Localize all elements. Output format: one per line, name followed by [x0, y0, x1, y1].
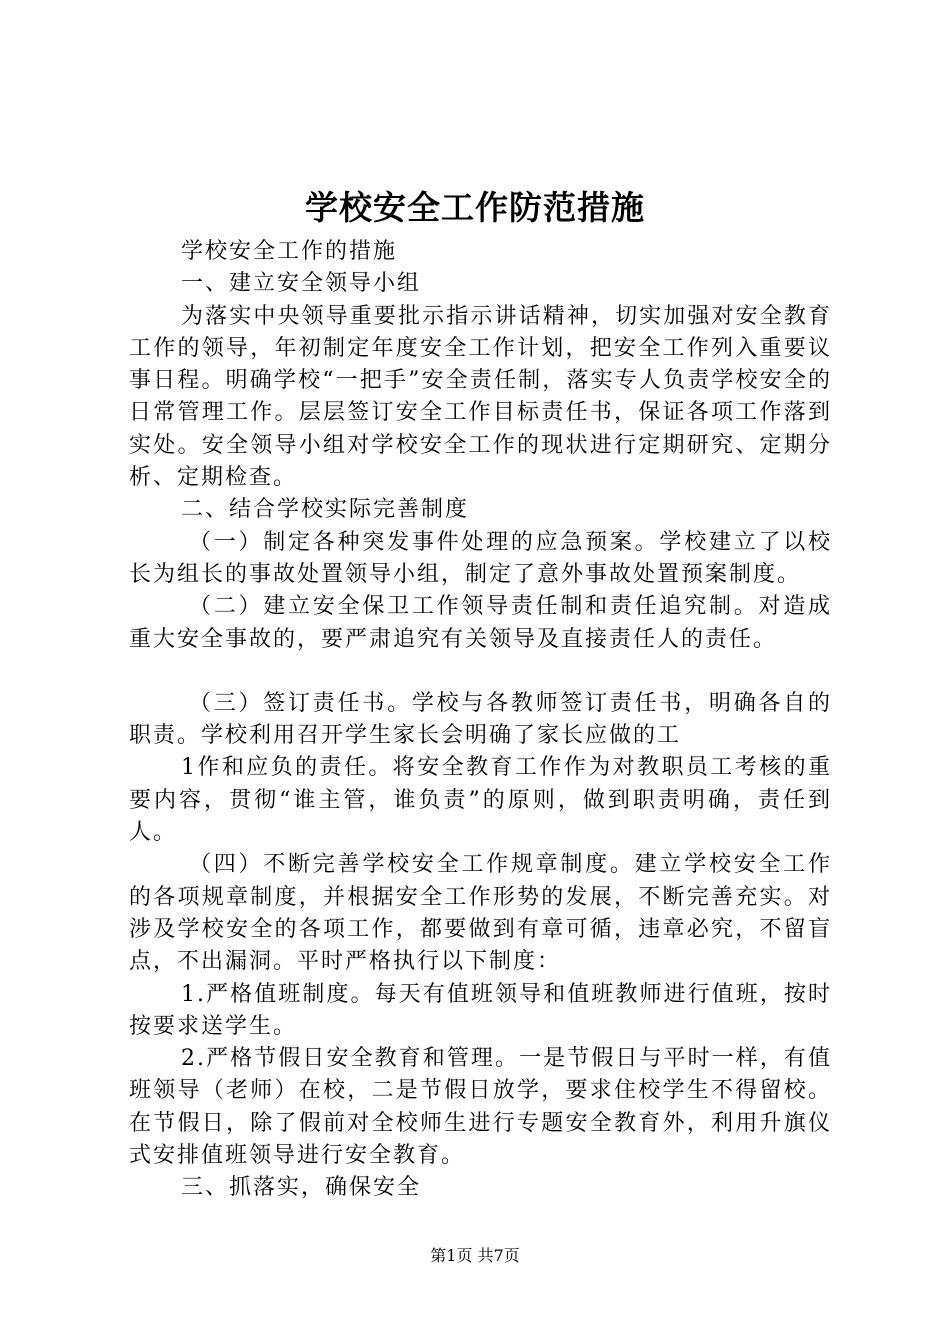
body-paragraph: （二）建立安全保卫工作领导责任制和责任追究制。对造成重大安全事故的，要严肃追究有关领导及直接责任人的责任。 — [129, 594, 832, 652]
section-heading: 一、建立安全领导小组 — [181, 271, 422, 297]
section-heading: 学校安全工作的措施 — [181, 239, 398, 264]
body-paragraph: 1作和应负的责任。将安全教育工作作为对教职员工考核的重要内容，贯彻“谁主管，谁负责”的原则，做到职责明确，责任到人。 — [129, 755, 832, 846]
document-title: 学校安全工作防范措施 — [305, 188, 645, 227]
body-paragraph: （一）制定各种突发事件处理的应急预案。学校建立了以校长为组长的事故处置领导小组，制定了意外事故处置预案制度。 — [129, 529, 832, 587]
page-number: 第1页 共7页 — [430, 1246, 520, 1265]
body-paragraph: 为落实中央领导重要批示指示讲话精神，切实加强对安全教育工作的领导，年初制定年度安全工作计划，把安全工作列入重要议事日程。明确学校“一把手”安全责任制，落实专人负责学校安全的日常管理工作。层层签订安全工作目标责任书，保证各项工作落到实处。安全领导小组对学校安全工作的现状进行定期研究、定期分析、定期检查。 — [129, 303, 832, 491]
body-paragraph: （四）不断完善学校安全工作规章制度。建立学校安全工作的各项规章制度，并根据安全工作形势的发展，不断完善充实。对涉及学校安全的各项工作，都要做到有章可循，违章必究，不留盲点，不出漏洞。平时严格执行以下制度： — [129, 852, 832, 975]
document-body — [129, 236, 832, 1205]
section-heading: 二、结合学校实际完善制度 — [181, 497, 470, 523]
paragraph-spacer — [129, 656, 832, 688]
list-item: 2.严格节假日安全教育和管理。一是节假日与平时一样，有值班领导（老师）在校，二是节假日放学，要求住校学生不得留校。在节假日，除了假前对全校师生进行专题安全教育外，利用升旗仪式安排值班领导进行安全教育。 — [129, 1046, 832, 1169]
body-paragraph: （三）签订责任书。学校与各教师签订责任书，明确各自的职责。学校利用召开学生家长会明确了家长应做的工 — [129, 690, 832, 749]
section-heading: 三、抓落实，确保安全 — [181, 1175, 422, 1201]
list-item: 1.严格值班制度。每天有值班领导和值班教师进行值班，按时按要求送学生。 — [129, 981, 832, 1039]
